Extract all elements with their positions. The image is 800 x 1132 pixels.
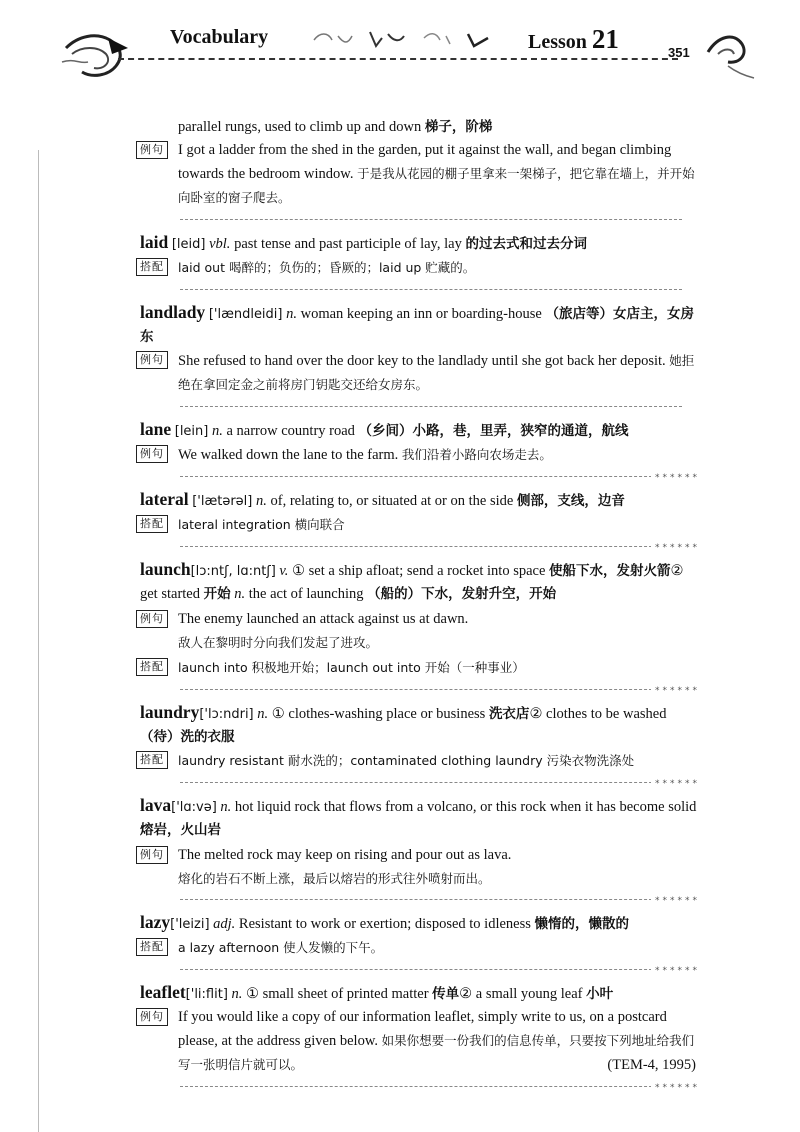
definition-zh: 的过去式和过去分词 [465, 236, 587, 252]
entry-laundry [140, 701, 700, 773]
header-dashed-rule [118, 58, 678, 60]
lesson-label: Lesson [528, 31, 587, 53]
definition-zh: 懒惰的，懒散的 [534, 916, 630, 932]
collocation-tag: 搭配 [136, 258, 168, 276]
headword: leaflet [140, 982, 186, 1002]
example-row [140, 443, 700, 467]
collocation-row [140, 656, 700, 680]
part-of-speech: v. [279, 563, 289, 579]
definition-zh-1: 传单 [432, 986, 460, 1002]
definition-en-3: the act of launching [245, 586, 368, 602]
part-of-speech: n. [220, 799, 232, 815]
headword: lateral [140, 489, 189, 509]
collocation-text: lateral integration 横向联合 [178, 517, 345, 532]
collocation-tag: 搭配 [136, 658, 168, 676]
headword: lazy [140, 912, 171, 932]
definition-zh-1: 洗衣店 [488, 706, 530, 722]
running-head-lesson [528, 24, 619, 55]
dictionary-content [140, 116, 700, 1098]
example-zh: 熔化的岩石不断上涨，最后以熔岩的形式往外喷射而出。 [178, 871, 491, 886]
example-tag: 例句 [136, 141, 168, 159]
definition-en: past tense and past participle of lay, lay [230, 236, 466, 252]
definition-zh: 侧部，支线，边音 [516, 493, 625, 509]
example-row [140, 139, 700, 210]
example-row [140, 1006, 700, 1077]
phonetic: ['lændleidi] [208, 307, 283, 322]
phonetic: [lein] [174, 424, 209, 439]
decorative-flourish-icon [308, 28, 498, 50]
part-of-speech: n. [256, 493, 267, 509]
entry-separator [140, 1081, 700, 1092]
definition-en: hot liquid rock that flows from a volcano, or this rock when it has become solid [231, 799, 697, 815]
entry-lane [140, 418, 700, 467]
example-en: I got a ladder from the shed in the garden, put it against the wall, and began climbing towards the bedroom window. [178, 142, 672, 182]
collocation-row [140, 256, 700, 280]
collocation-tag: 搭配 [136, 751, 168, 769]
headword: laid [140, 232, 169, 252]
headword: lava [140, 795, 172, 815]
example-en: The melted rock may keep on rising and pour out as lava. [178, 847, 512, 863]
definition-en-2: ② get started [140, 563, 684, 602]
part-of-speech: n. [211, 423, 223, 439]
separator-stars: ****** [651, 467, 700, 490]
entry-separator [140, 284, 700, 295]
part-of-speech: n. [286, 306, 297, 322]
collocation-row [140, 749, 700, 773]
phonetic: ['lætərəl] [192, 494, 253, 509]
right-ornament-icon [698, 22, 756, 82]
part-of-speech: n. [257, 706, 269, 722]
collocation-text: laid out 喝醉的；负伤的；昏厥的；laid up 贮藏的。 [178, 260, 476, 275]
definition-en: parallel rungs, used to climb up and down [178, 119, 425, 135]
definition-zh-2: （待）洗的衣服 [140, 729, 235, 745]
example-tag: 例句 [136, 445, 168, 463]
running-head-section: Vocabulary [170, 26, 269, 48]
separator-stars: ****** [651, 1077, 700, 1100]
entry-launch [140, 558, 700, 680]
part-of-speech: n. [231, 986, 243, 1002]
definition-zh: （旅店等）女店主，女房东 [140, 306, 694, 345]
headword: lane [140, 419, 172, 439]
definition-zh-3: （船的）下水，发射升空，开始 [367, 586, 557, 602]
source-citation: (TEM-4, 1995) [607, 1057, 696, 1073]
separator-stars: ****** [651, 960, 700, 983]
definition-en: a narrow country road [222, 423, 359, 439]
definition-zh-1: 使船下水，发射火箭 [549, 563, 671, 579]
example-row [140, 349, 700, 397]
example-tag: 例句 [136, 610, 168, 628]
headword: landlady [140, 302, 206, 322]
definition-en: of, relating to, or situated at or on the side [266, 493, 517, 509]
entry-separator [140, 684, 700, 695]
collocation-tag: 搭配 [136, 515, 168, 533]
example-tag: 例句 [136, 351, 168, 369]
definition-zh: （乡间）小路，巷，里弄，狭窄的通道，航线 [358, 423, 629, 439]
example-en: The enemy launched an attack against us at dawn. [178, 611, 469, 627]
entry-landlady [140, 301, 700, 397]
phonetic: ['lɑ:və] [171, 800, 217, 815]
entry-separator [140, 471, 700, 482]
example-zh: 她拒绝在拿回定金之前将房门钥匙交还给女房东。 [178, 353, 695, 392]
example-zh: 于是我从花园的棚子里拿来一架梯子，把它靠在墙上，并开始向卧室的窗子爬去。 [178, 166, 695, 205]
definition-zh: 梯子，阶梯 [424, 119, 493, 135]
lesson-number: 21 [591, 24, 619, 54]
phonetic: [lɔ:ntʃ, lɑ:ntʃ] [190, 564, 276, 579]
example-zh: 敌人在黎明时分向我们发起了进攻。 [178, 635, 379, 650]
collocation-tag: 搭配 [136, 938, 168, 956]
left-ornament-icon [58, 18, 134, 88]
collocation-row [140, 936, 700, 960]
entry-separator [140, 964, 700, 975]
page-spine-line [38, 150, 39, 1132]
example-en: We walked down the lane to the farm. [178, 447, 402, 463]
part-of-speech-2: n. [230, 586, 246, 602]
definition-en-2: ② clothes to be washed [529, 706, 667, 722]
phonetic: ['leizi] [170, 917, 210, 932]
entry-ladder-continued [140, 116, 700, 210]
definition-zh-2: 小叶 [586, 986, 614, 1002]
entry-lazy [140, 911, 700, 960]
example-row [140, 608, 700, 654]
example-row [140, 844, 700, 890]
entry-laid [140, 231, 700, 280]
collocation-text: launch into 积极地开始；launch out into 开始（一种事业） [178, 660, 525, 675]
part-of-speech: adj. [213, 916, 236, 932]
definition-en-1: ① small sheet of printed matter [242, 986, 433, 1002]
collocation-text: a lazy afternoon 使人发懒的下午。 [178, 940, 384, 955]
phonetic: ['lɔ:ndri] [199, 707, 254, 722]
separator-stars: ****** [651, 537, 700, 560]
definition-en-2: ② a small young leaf [459, 986, 587, 1002]
entry-separator [140, 401, 700, 412]
example-tag: 例句 [136, 1008, 168, 1026]
example-en: She refused to hand over the door key to the landlady until she got back her deposit. [178, 353, 670, 369]
definition-en-1: ① set a ship afloat; send a rocket into space [288, 563, 550, 579]
example-zh: 我们沿着小路向农场走去。 [401, 447, 552, 462]
separator-stars: ****** [651, 773, 700, 796]
collocation-text: laundry resistant 耐水洗的；contaminated clothing laundry 污染衣物洗涤处 [178, 753, 635, 768]
phonetic: [leid] [171, 237, 206, 252]
entry-separator [140, 777, 700, 788]
entry-separator [140, 541, 700, 552]
entry-lateral [140, 488, 700, 537]
page-header [0, 0, 800, 90]
definition-en: Resistant to work or exertion; disposed to idleness [235, 916, 535, 932]
headword: laundry [140, 702, 200, 722]
entry-separator [140, 214, 700, 225]
collocation-row [140, 513, 700, 537]
definition-zh-2: 开始 [203, 586, 231, 602]
part-of-speech: vbl. [209, 236, 231, 252]
page-number: 351 [668, 45, 690, 60]
entry-separator [140, 894, 700, 905]
definition-line [140, 116, 700, 139]
example-tag: 例句 [136, 846, 168, 864]
phonetic: ['li:flit] [185, 987, 228, 1002]
example-en: If you would like a copy of our information leaflet, simply write to us, on a postcard please, at the address given below. [178, 1009, 667, 1049]
definition-en-1: ① clothes-washing place or business [268, 706, 489, 722]
separator-stars: ****** [651, 680, 700, 703]
definition-zh: 熔岩，火山岩 [140, 822, 221, 838]
definition-en: woman keeping an inn or boarding-house [296, 306, 546, 322]
headword: launch [140, 559, 191, 579]
entry-lava [140, 794, 700, 890]
example-zh: 如果你想要一份我们的信息传单，只要按下列地址给我们写一张明信片就可以。 [178, 1033, 695, 1072]
separator-stars: ****** [651, 890, 700, 913]
entry-leaflet [140, 981, 700, 1077]
